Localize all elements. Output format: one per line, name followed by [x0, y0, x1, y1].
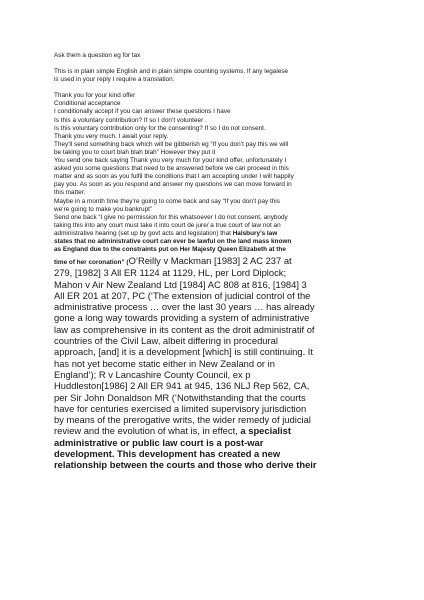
text-line: Maybe in a month time they’re going to come back and say “If you don’t pay this [54, 197, 280, 205]
review-text: review and the evolution of what is, in effect, [54, 425, 241, 437]
text-line: I conditionally accept if you can answer these questions I have [54, 108, 231, 116]
text-line: They'll send something back which will be gibberish eg “If you don’t pay this we will [54, 140, 289, 148]
citation-line: Huddleston[1986] 2 All ER 941 at 945, 136 NLJ Rep 562, CA, [54, 380, 310, 392]
text-line-mixed [54, 230, 386, 238]
intro-line: is used in your reply I require a translation. [54, 76, 175, 84]
citation-line: per Sir John Donaldson MR (‘Notwithstanding that the courts [54, 391, 306, 403]
bold-line: as England due to the constraints put on Her Majesty Queen Elizabeth at the [54, 246, 286, 254]
citation-line: approach, [and] it is a development [which] is still continuing. It [54, 346, 313, 358]
text-line: Is this a voluntary contribution? If so I don’t volunteer . [54, 116, 207, 124]
text-line: this matter. [54, 189, 86, 197]
specialist-bold-text: a specialist [240, 425, 291, 437]
citation-line [54, 254, 386, 267]
citation-line: England’); R v Lancashire County Council, ex p [54, 368, 251, 380]
citation-line: All ER 201 at 207, PC (‘The extension of judicial control of the [54, 289, 311, 301]
bold-line: states that no administrative court can ever be lawful on the land mass known [54, 237, 292, 245]
citation-line: law as comprehensive in its content as the droit administratif of [54, 323, 315, 335]
text-line: Thank you very much. I await your reply. [54, 132, 169, 140]
text-line: Send one back “I give no permission for this whatsoever I do not consent, anybody [54, 213, 288, 221]
text-line: You send one back saying Thank you very much for your kind offer, unfortunately I [54, 157, 287, 165]
coronation-bold-text: time of her coronation” ( [54, 259, 129, 267]
oreilly-citation: O’Reilly v Mackman [1983] 2 AC 237 at [128, 255, 292, 267]
text-line: asked you some questions that need to be answered before we can proceed in this [54, 165, 289, 173]
heading-line: Ask them a question eg for tax [54, 52, 141, 59]
citation-line: countries of the Civil Law, albeit differing in procedural [54, 335, 278, 347]
citation-line: 279, [1982] 3 All ER 1124 at 1129, HL, per Lord Diplock; [54, 267, 287, 279]
admin-hearing-text: administrative hearing (set up by govt acts and legislation) that [54, 229, 233, 237]
text-line: matter and as soon as you fulfil the conditions that I am accepting under I will happily [54, 173, 294, 181]
bold-citation-line: relationship between the courts and those who derive their [54, 459, 317, 471]
citation-line: by means of the prerogative writs, the wider remedy of judicial [54, 414, 311, 426]
bold-citation-line: administrative or public law court is a post-war [54, 436, 264, 448]
text-line: Thank you for your kind offer [54, 92, 136, 100]
citation-line: has not yet become static either in New Zealand or in [54, 357, 275, 369]
document-body [54, 52, 386, 471]
text-line: pay you. As soon as you respond and answer my questions we can move forward in [54, 181, 292, 189]
intro-line: This is in plain simple English and in plain simple counting systems. If any legalese [54, 68, 289, 76]
citation-line: administrative process … over the last 30 years … has already [54, 301, 315, 313]
text-line: Is this voluntary contribution only for the consenting? If so I do not consent. [54, 124, 266, 132]
main-text [54, 92, 386, 254]
citation-block [54, 267, 386, 470]
citation-line: Mahon v Air New Zealand Ltd [1984] AC 808 at 816, [1984] 3 [54, 278, 307, 290]
text-line: we’re going to make you bankrupt” [54, 205, 153, 213]
text-line: taking this into any court must take it into court de jure/ a true court of law not an [54, 221, 281, 229]
citation-line-mixed [54, 425, 386, 436]
text-line: be taking you to court blah blah blah” However they put it [54, 148, 216, 156]
text-line: Conditional acceptance [54, 100, 121, 108]
intro-paragraph [54, 68, 386, 84]
bold-citation-line: development. This development has created a new [54, 448, 281, 459]
citation-line: gone a long way towards providing a system of administrative [54, 312, 310, 324]
citation-line: have for centuries exercised a limited supervisory jurisdiction [54, 402, 307, 414]
halsbury-bold-text: Halsbury’s law [232, 229, 278, 237]
